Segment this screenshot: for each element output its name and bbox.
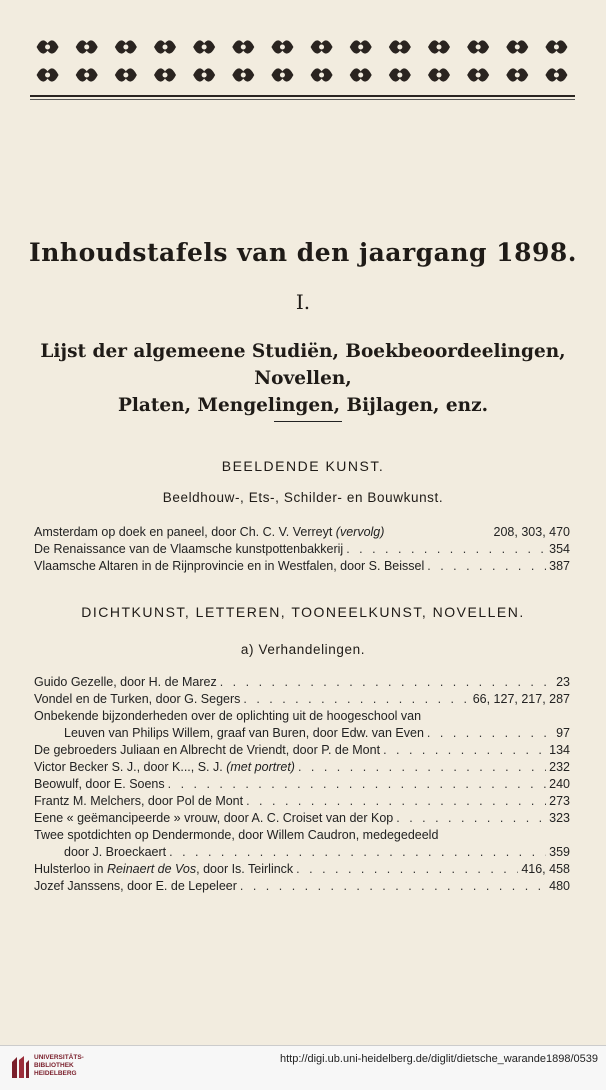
entry-text: Victor Becker S. J., door K..., S. J. (34, 760, 227, 774)
entry-text: Twee spotdichten op Dendermonde, door Willem Caudron, medegedeeld (34, 828, 439, 842)
ornament-dot (163, 45, 168, 50)
ornament-dot (84, 73, 89, 78)
ornament-dot (437, 45, 442, 50)
entry-pages: 134 (549, 743, 570, 757)
viewer-footer (0, 1045, 606, 1090)
toc-entry (34, 861, 570, 878)
entry-pages: 323 (549, 811, 570, 825)
toc-entry (34, 691, 570, 708)
ornament-dot (123, 45, 128, 50)
ornament-dot (319, 45, 324, 50)
entry-text: Leuven van Philips Willem, graaf van Buren, door Edw. van Even (64, 726, 424, 740)
section-heading-dichtkunst: DICHTKUNST, LETTEREN, TOONEELKUNST, NOVELLEN. (81, 604, 525, 620)
entry-text: Eene « geëmancipeerde » vrouw, door A. C. Croiset van der Kop (34, 811, 394, 825)
leader-dots (427, 558, 546, 575)
entry-text: De gebroeders Juliaan en Albrecht de Vriendt, door P. de Mont (34, 743, 381, 757)
entry-pages: 240 (549, 777, 570, 791)
leader-dots (346, 541, 546, 558)
leader-dots (296, 861, 518, 878)
ornament-dot (163, 73, 168, 78)
ornament-dot (241, 73, 246, 78)
entry-pages: 208, 303, 470 (493, 525, 570, 539)
library-logo-text: UNIVERSITÄTS- BIBLIOTHEK HEIDELBERG (34, 1054, 84, 1077)
ornament-dot (84, 45, 89, 50)
section-heading-beeldende-kunst: BEELDENDE KUNST. (221, 458, 385, 474)
entry-note: (vervolg) (335, 525, 385, 539)
entry-pages: 66, 127, 217, 287 (472, 692, 570, 706)
ornament-dot (476, 45, 481, 50)
subsection-heading-verhandelingen: a) Verhandelingen. (240, 642, 366, 657)
ornament-dot (358, 73, 363, 78)
ornament-dot (554, 45, 559, 50)
toc-entry (34, 674, 570, 691)
entry-pages: 232 (549, 760, 570, 774)
entries-verhandelingen (34, 674, 570, 895)
leader-dots (396, 810, 546, 827)
entry-text: De Renaissance van de Vlaamsche kunstpottenbakkerij (34, 542, 344, 556)
ornament-dot (437, 73, 442, 78)
entry-text: Vlaamsche Altaren in de Rijnprovincie en in Westfalen, door S. Beissel (34, 559, 425, 573)
ornament-rule-thin (30, 99, 575, 100)
entry-text: Guido Gezelle, door H. de Marez (34, 675, 217, 689)
toc-entry (34, 759, 570, 776)
entry-text: Hulsterloo in (34, 862, 107, 876)
ornament-dot (241, 45, 246, 50)
source-url-link[interactable]: http://digi.ub.uni-heidelberg.de/diglit/dietsche_warande1898/0539 (279, 1053, 598, 1065)
entry-text: Frantz M. Melchers, door Pol de Mont (34, 794, 244, 808)
leader-dots (169, 844, 546, 861)
part-number: I. (295, 290, 311, 314)
toc-entry (34, 810, 570, 827)
entry-pages: 23 (556, 675, 570, 689)
ornament-dot (280, 73, 285, 78)
ornament-dot (45, 45, 50, 50)
toc-entry (34, 827, 570, 844)
ornamental-header-band (28, 33, 576, 91)
ornament-dot (397, 73, 402, 78)
divider-line (274, 421, 342, 422)
page-title: Inhoudstafels van den jaargang 1898. (29, 238, 577, 267)
toc-entry (34, 524, 570, 541)
entry-text-cont: , door Is. Teirlinck (196, 862, 294, 876)
toc-entry (34, 541, 570, 558)
toc-entry-continued (34, 844, 570, 861)
leader-dots (220, 674, 553, 691)
leader-dots (246, 793, 546, 810)
library-logo-icon (9, 1054, 31, 1080)
subsection-heading-beeldhouw: Beeldhouw-, Ets-, Schilder- en Bouwkunst. (162, 490, 444, 505)
entry-text: Vondel en de Turken, door G. Segers (34, 692, 241, 706)
entry-text: Amsterdam op doek en paneel, door Ch. C. V. Verreyt (34, 525, 336, 539)
toc-entry (34, 558, 570, 575)
leader-dots (240, 878, 546, 895)
leader-dots (427, 725, 553, 742)
entry-pages: 273 (549, 794, 570, 808)
ornament-dot (397, 45, 402, 50)
entry-note: (met portret) (226, 760, 295, 774)
entry-pages: 387 (549, 559, 570, 573)
toc-entry-continued (34, 725, 570, 742)
ornament-dot (515, 45, 520, 50)
entry-pages: 354 (549, 542, 570, 556)
entry-pages: 97 (556, 726, 570, 740)
leader-dots (243, 691, 469, 708)
entry-pages: 416, 458 (521, 862, 570, 876)
ornament-dot (202, 45, 207, 50)
leader-dots (383, 742, 546, 759)
entry-text: Jozef Janssens, door E. de Lepeleer (34, 879, 237, 893)
ornament-dot (515, 73, 520, 78)
ornament-dot (280, 45, 285, 50)
ornament-dot (319, 73, 324, 78)
leader-dots (298, 759, 546, 776)
toc-entry (34, 878, 570, 895)
subtitle-line-1: Lijst der algemeene Studiën, Boekbeoordeelingen, Novellen, (40, 341, 566, 389)
ornament-dot (202, 73, 207, 78)
entry-text: door J. Broeckaert (64, 845, 167, 859)
leader-dots (168, 776, 547, 793)
entry-note: Reinaert de Vos (106, 862, 197, 876)
subtitle-line-2: Platen, Mengelingen, Bijlagen, enz. (117, 395, 489, 416)
entry-text: Beowulf, door E. Soens (34, 777, 165, 791)
toc-entry (34, 742, 570, 759)
entry-pages: 359 (549, 845, 570, 859)
toc-entry (34, 776, 570, 793)
ornament-dot (476, 73, 481, 78)
ornament-dot (123, 73, 128, 78)
list-subtitle (20, 338, 586, 419)
entry-text: Onbekende bijzonderheden over de oplichting uit de hoogeschool van (34, 709, 422, 723)
toc-entry (34, 708, 570, 725)
ornament-dot (554, 73, 559, 78)
toc-entry (34, 793, 570, 810)
ornament-dot (358, 45, 363, 50)
ornament-dot (45, 73, 50, 78)
entries-beeldende-kunst (34, 524, 570, 575)
entry-pages: 480 (549, 879, 570, 893)
ornament-rule (30, 95, 575, 97)
